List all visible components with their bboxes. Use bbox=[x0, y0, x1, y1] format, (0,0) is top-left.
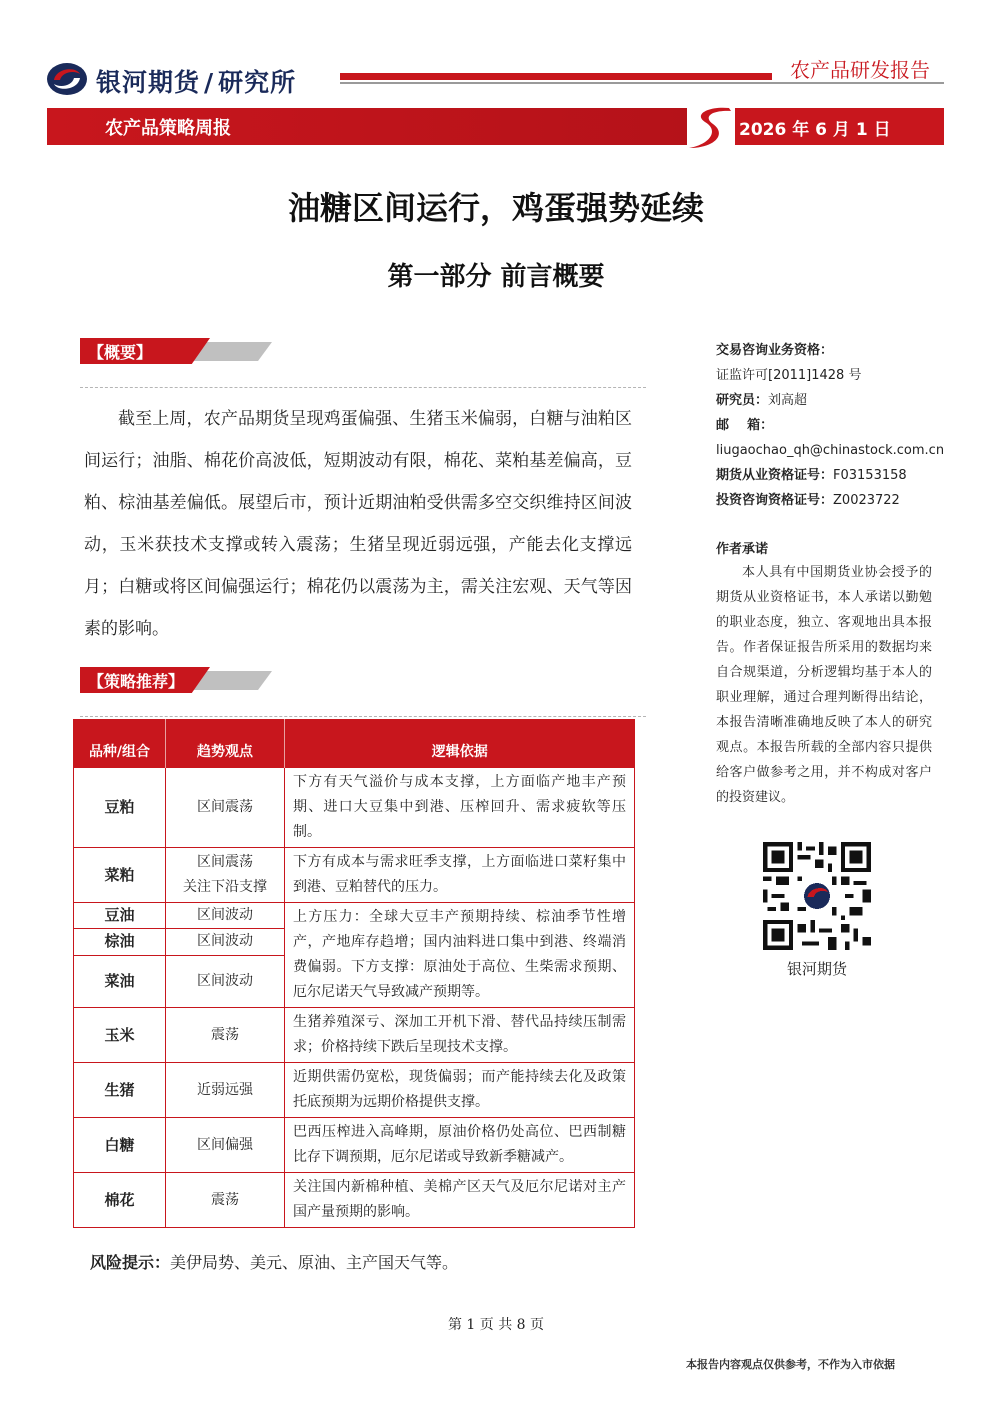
table-row bbox=[74, 1118, 635, 1173]
email-label: 邮 箱： bbox=[716, 418, 774, 433]
view-cell: 区间波动 bbox=[166, 903, 285, 929]
header-view: 趋势观点 bbox=[166, 719, 285, 768]
researcher-name: 刘高超 bbox=[768, 393, 808, 408]
table-row bbox=[74, 1173, 635, 1228]
strategy-table bbox=[73, 719, 635, 1228]
logic-cell: 近期供需仍宽松，现货偏弱；而产能持续去化及政策托底预期为远期价格提供支撑。 bbox=[285, 1063, 635, 1118]
logo-separator: / bbox=[204, 68, 215, 97]
qualification-label: 交易咨询业务资格： bbox=[716, 343, 834, 358]
view-cell: 震荡 bbox=[166, 1008, 285, 1063]
report-type: 农产品研发报告 bbox=[790, 58, 930, 82]
view-line: 区间震荡 bbox=[197, 854, 253, 870]
strategy-tab bbox=[80, 667, 275, 693]
variety-cell: 棉花 bbox=[74, 1173, 166, 1228]
variety-cell: 豆粕 bbox=[74, 768, 166, 848]
view-cell: 区间震荡 bbox=[166, 768, 285, 848]
variety-cell: 菜粕 bbox=[74, 848, 166, 903]
view-line: 关注下沿支撑 bbox=[183, 879, 267, 895]
variety-cell: 生猪 bbox=[74, 1063, 166, 1118]
page-number: 第 1 页 共 8 页 bbox=[447, 1317, 545, 1333]
qr-code-icon bbox=[762, 842, 872, 950]
invest-cert-value: Z0023722 bbox=[833, 493, 900, 508]
view-cell: 区间波动 bbox=[166, 955, 285, 1008]
logic-cell: 巴西压榨进入高峰期，原油价格仍处高位、巴西制糖比存下调预期，厄尔尼诺或导致新季糖减产。 bbox=[285, 1118, 635, 1173]
futures-cert-label: 期货从业资格证号： bbox=[716, 468, 834, 483]
section-title: 第一部分 前言概要 bbox=[387, 262, 605, 292]
s-swoosh-icon bbox=[675, 100, 745, 154]
header-variety: 品种/组合 bbox=[74, 719, 166, 768]
view-cell: 震荡 bbox=[166, 1173, 285, 1228]
summary-tab bbox=[80, 338, 275, 364]
variety-cell: 豆油 bbox=[74, 903, 166, 929]
header-logic: 逻辑依据 bbox=[285, 719, 635, 768]
disclaimer-note: 本报告内容观点仅供参考，不作为入市依据 bbox=[686, 1358, 895, 1371]
variety-cell: 菜油 bbox=[74, 955, 166, 1008]
risk-label: 风险提示： bbox=[90, 1253, 171, 1272]
table-row bbox=[74, 1063, 635, 1118]
report-title: 油糖区间运行，鸡蛋强势延续 bbox=[287, 189, 704, 227]
risk-text: 美伊局势、美元、原油、主产国天气等。 bbox=[170, 1253, 459, 1272]
pledge-title: 作者承诺 bbox=[716, 542, 769, 557]
view-cell: 区间波动 bbox=[166, 929, 285, 955]
header-banner bbox=[47, 108, 944, 145]
strategy-divider bbox=[80, 716, 646, 717]
logic-cell: 下方有天气溢价与成本支撑，上方面临产地丰产预期、进口大豆集中到港、压榨回升、需求疲软等压制。 bbox=[285, 768, 635, 848]
futures-cert-value: F03153158 bbox=[833, 468, 907, 483]
view-cell: 近弱远强 bbox=[166, 1063, 285, 1118]
invest-cert-label: 投资咨询资格证号： bbox=[716, 493, 834, 508]
variety-cell: 棕油 bbox=[74, 929, 166, 955]
logic-cell: 生猪养殖深亏、深加工开机下滑、替代品持续压制需求；价格持续下跌后呈现技术支撑。 bbox=[285, 1008, 635, 1063]
summary-text: 截至上周，农产品期货呈现鸡蛋偏强、生猪玉米偏弱，白糖与油粕区间运行；油脂、棉花价高波低，短期波动有限，棉花、菜粕基差偏高，豆粕、棕油基差偏低。展望后市，预计近期油粕受供需多空交织维持区间波动，玉米获技术支撑或转入震荡；生猪呈现近弱远强，产能去化支撑远月；白糖或将区间偏强运行；棉花仍以震荡为主，需关注宏观、天气等因素的影响。 bbox=[84, 409, 632, 639]
view-cell: 区间偏强 bbox=[166, 1118, 285, 1173]
logo-dept: 研究所 bbox=[218, 68, 297, 97]
qr-caption: 银河期货 bbox=[786, 960, 847, 978]
strategy-tab-label: 【策略推荐】 bbox=[88, 672, 185, 691]
table-header-row bbox=[74, 719, 635, 768]
qualification-value: 证监许可[2011]1428 号 bbox=[716, 368, 862, 383]
researcher-label: 研究员： bbox=[716, 393, 769, 408]
view-cell bbox=[166, 848, 285, 903]
galaxy-logo-icon bbox=[46, 62, 88, 96]
banner-report-name: 农产品策略周报 bbox=[105, 118, 231, 139]
risk-note bbox=[90, 1250, 458, 1273]
pledge-text: 本人具有中国期货业协会授予的期货从业资格证书，本人承诺以勤勉的职业态度，独立、客观地出具本报告。作者保证报告所采用的数据均来自合规渠道，分析逻辑均基于本人的职业理解，通过合理判断得出结论，本报告清晰准确地反映了本人的研究观点。本报告所载的全部内容只提供给客户做参考之用，并不构成对客户的投资建议。 bbox=[716, 565, 932, 805]
table-row bbox=[74, 1008, 635, 1063]
report-date: 2026 年 6 月 1 日 bbox=[739, 120, 891, 140]
logo-text bbox=[96, 63, 296, 99]
logic-cell-oils: 上方压力：全球大豆丰产预期持续、棕油季节性增产，产地库存趋增；国内油料进口集中到港、终端消费偏弱。下方支撑：原油处于高位、生柴需求预期、厄尔尼诺天气导致减产预期等。 bbox=[285, 903, 635, 1008]
variety-cell: 玉米 bbox=[74, 1008, 166, 1063]
author-info bbox=[716, 338, 945, 513]
table-row bbox=[74, 768, 635, 848]
logo-company: 银河期货 bbox=[96, 68, 201, 97]
summary-divider bbox=[80, 387, 646, 388]
summary-tab-label: 【概要】 bbox=[88, 343, 153, 362]
email-link[interactable]: liugaochao_qh@chinastock.com.cn bbox=[716, 443, 945, 458]
variety-cell: 白糖 bbox=[74, 1118, 166, 1173]
logic-cell: 关注国内新棉种植、美棉产区天气及厄尔尼诺对主产国产量预期的影响。 bbox=[285, 1173, 635, 1228]
header-red-rule bbox=[340, 73, 772, 80]
table-row bbox=[74, 848, 635, 903]
company-logo bbox=[46, 60, 326, 100]
table-row bbox=[74, 903, 635, 929]
logic-cell: 下方有成本与需求旺季支撑，上方面临进口菜籽集中到港、豆粕替代的压力。 bbox=[285, 848, 635, 903]
